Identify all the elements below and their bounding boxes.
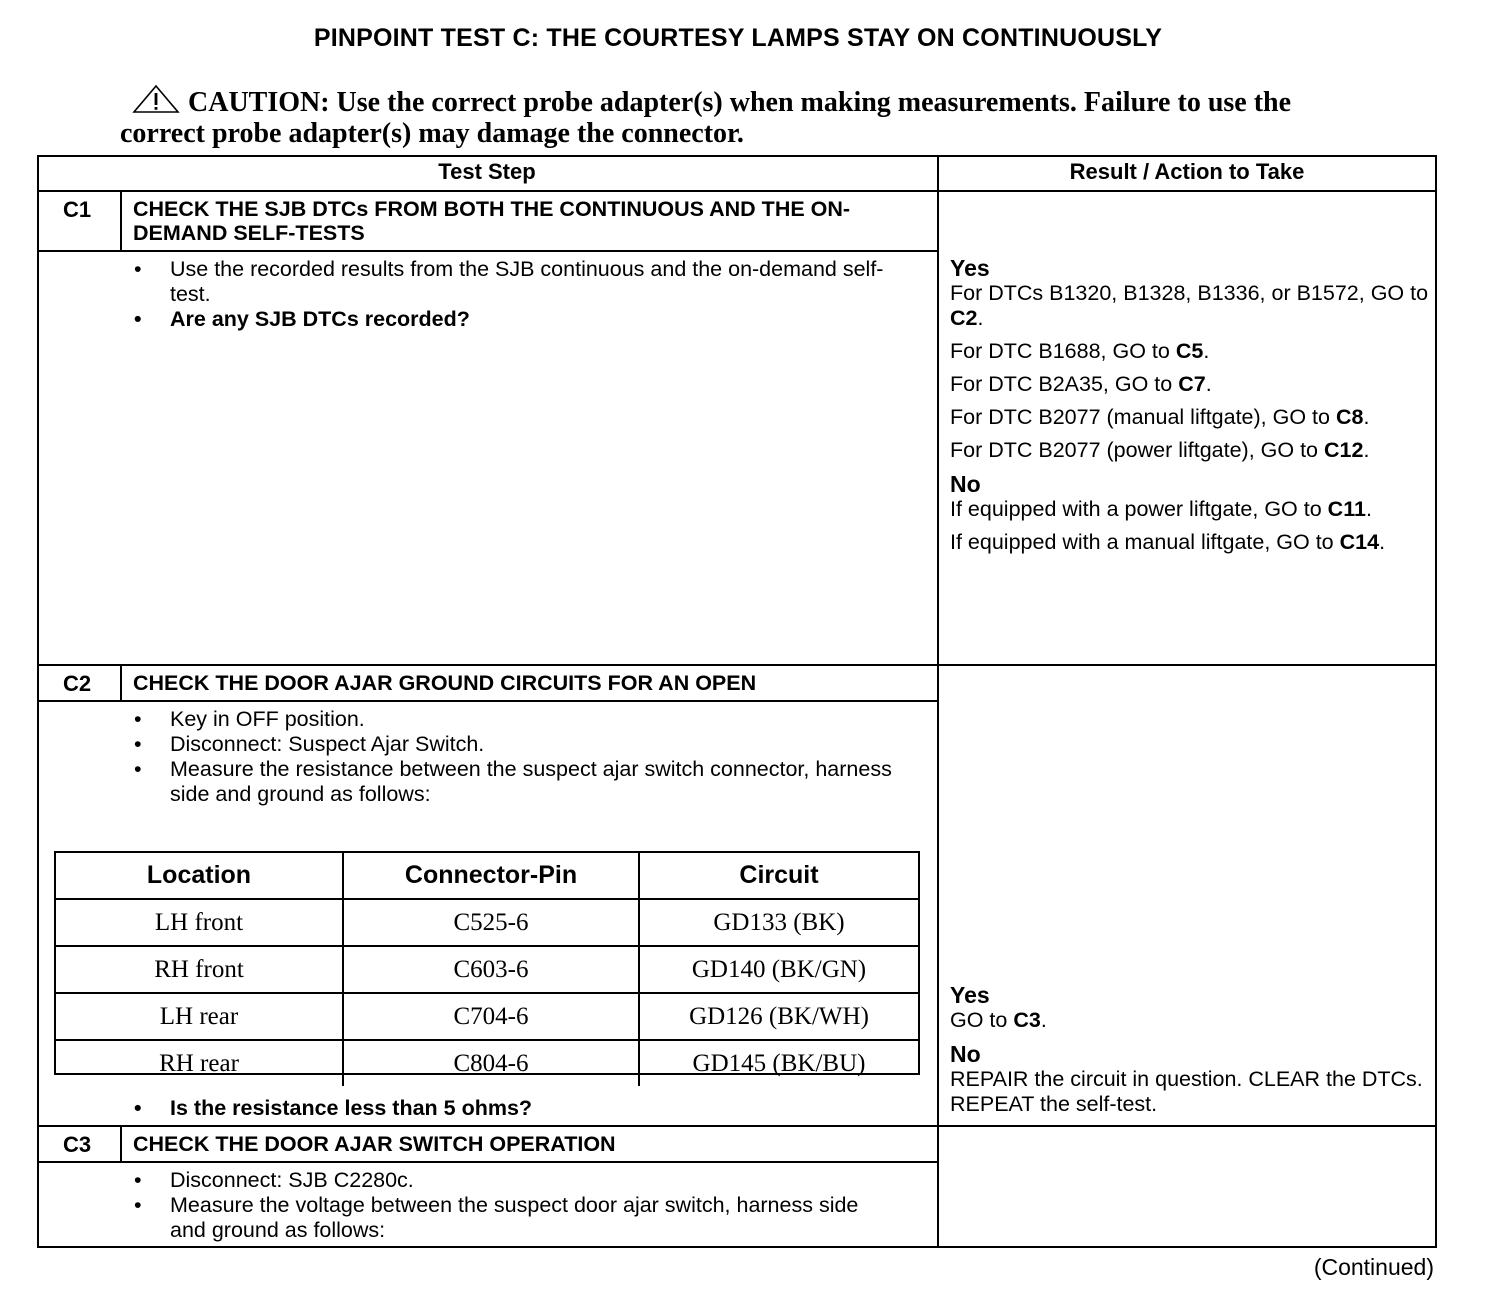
- result-line: For DTC B1688, GO to C5.: [950, 339, 1210, 363]
- step-link-c7[interactable]: C7: [1178, 372, 1206, 396]
- list-item: • Key in OFF position.: [132, 707, 892, 732]
- result-c1: [950, 255, 1430, 563]
- column-header: Connector-Pin: [343, 853, 639, 899]
- list-item: • Is the resistance less than 5 ohms?: [132, 1096, 892, 1121]
- step-link-c12[interactable]: C12: [1324, 438, 1364, 462]
- step-link-c2[interactable]: C2: [950, 306, 978, 330]
- result-line: For DTC B2077 (manual liftgate), GO to C8.: [950, 405, 1370, 429]
- step-bullets-c3: [132, 1168, 892, 1243]
- result-line: For DTCs B1320, B1328, B1336, or B1572, GO to C2.: [950, 281, 1429, 330]
- warning-triangle-icon: [132, 84, 180, 114]
- result-line: If equipped with a power liftgate, GO to C11.: [950, 497, 1372, 521]
- resistance-location-table: [54, 851, 920, 1075]
- list-item: • Measure the resistance between the suspect ajar switch connector, harness side and ground as follows:: [132, 757, 892, 807]
- step-question-c2: [132, 1096, 892, 1121]
- step-title-c1: CHECK THE SJB DTCs FROM BOTH THE CONTINUOUS AND THE ON-DEMAND SELF-TESTS: [133, 197, 851, 245]
- list-item: • Use the recorded results from the SJB continuous and the on-demand self-test.: [132, 257, 892, 307]
- step-bullets-c1: [132, 257, 892, 332]
- step-link-c8[interactable]: C8: [1335, 405, 1364, 429]
- step-id-c1: C1: [63, 197, 92, 222]
- result-line: REPAIR the circuit in question. CLEAR the DTCs. REPEAT the self-test.: [950, 1067, 1423, 1116]
- caution-note: [120, 84, 1380, 149]
- list-item: • Measure the voltage between the suspect door ajar switch, harness side and ground as follows:: [132, 1193, 892, 1243]
- step-link-c5[interactable]: C5: [1175, 339, 1204, 363]
- result-line: For DTC B2077 (power liftgate), GO to C12.: [950, 438, 1370, 462]
- result-c2: [950, 982, 1436, 1125]
- step-title-c2: CHECK THE DOOR AJAR GROUND CIRCUITS FOR AN OPEN: [133, 671, 757, 695]
- result-action-header: Result / Action to Take: [1069, 159, 1305, 184]
- step-id-c3: C3: [63, 1132, 92, 1157]
- page-title: PINPOINT TEST C: THE COURTESY LAMPS STAY ON CONTINUOUSLY: [313, 24, 1163, 52]
- table-row: LH rear C704-6 GD126 (BK/WH): [56, 993, 918, 1040]
- step-bullets-c2: [132, 707, 892, 807]
- result-line: GO to C3.: [950, 1008, 1047, 1032]
- step-link-c14[interactable]: C14: [1339, 530, 1380, 554]
- list-item: • Are any SJB DTCs recorded?: [132, 307, 892, 332]
- no-label: No: [950, 471, 981, 497]
- list-item: • Disconnect: Suspect Ajar Switch.: [132, 732, 892, 757]
- step-id-c2: C2: [63, 671, 92, 696]
- yes-label: Yes: [950, 982, 990, 1008]
- column-header: Location: [56, 853, 343, 899]
- table-row: LH front C525-6 GD133 (BK): [56, 899, 918, 946]
- step-link-c11[interactable]: C11: [1327, 497, 1366, 521]
- caution-text: CAUTION: Use the correct probe adapter(s) when making measurements. Failure to use the correct probe adapter(s) may damage the connector.: [120, 87, 1292, 149]
- continued-label: (Continued): [1313, 1254, 1434, 1280]
- column-header: Circuit: [639, 853, 918, 899]
- table-row: RH rear C804-6 GD145 (BK/BU): [56, 1040, 918, 1086]
- result-line: If equipped with a manual liftgate, GO to C14.: [950, 530, 1386, 554]
- step-link-c3[interactable]: C3: [1013, 1008, 1041, 1032]
- list-item: • Disconnect: SJB C2280c.: [132, 1168, 892, 1193]
- no-label: No: [950, 1041, 981, 1067]
- test-step-header: Test Step: [438, 159, 536, 184]
- result-line: For DTC B2A35, GO to C7.: [950, 372, 1212, 396]
- yes-label: Yes: [950, 255, 990, 281]
- step-title-c3: CHECK THE DOOR AJAR SWITCH OPERATION: [133, 1132, 616, 1156]
- table-row: RH front C603-6 GD140 (BK/GN): [56, 946, 918, 993]
